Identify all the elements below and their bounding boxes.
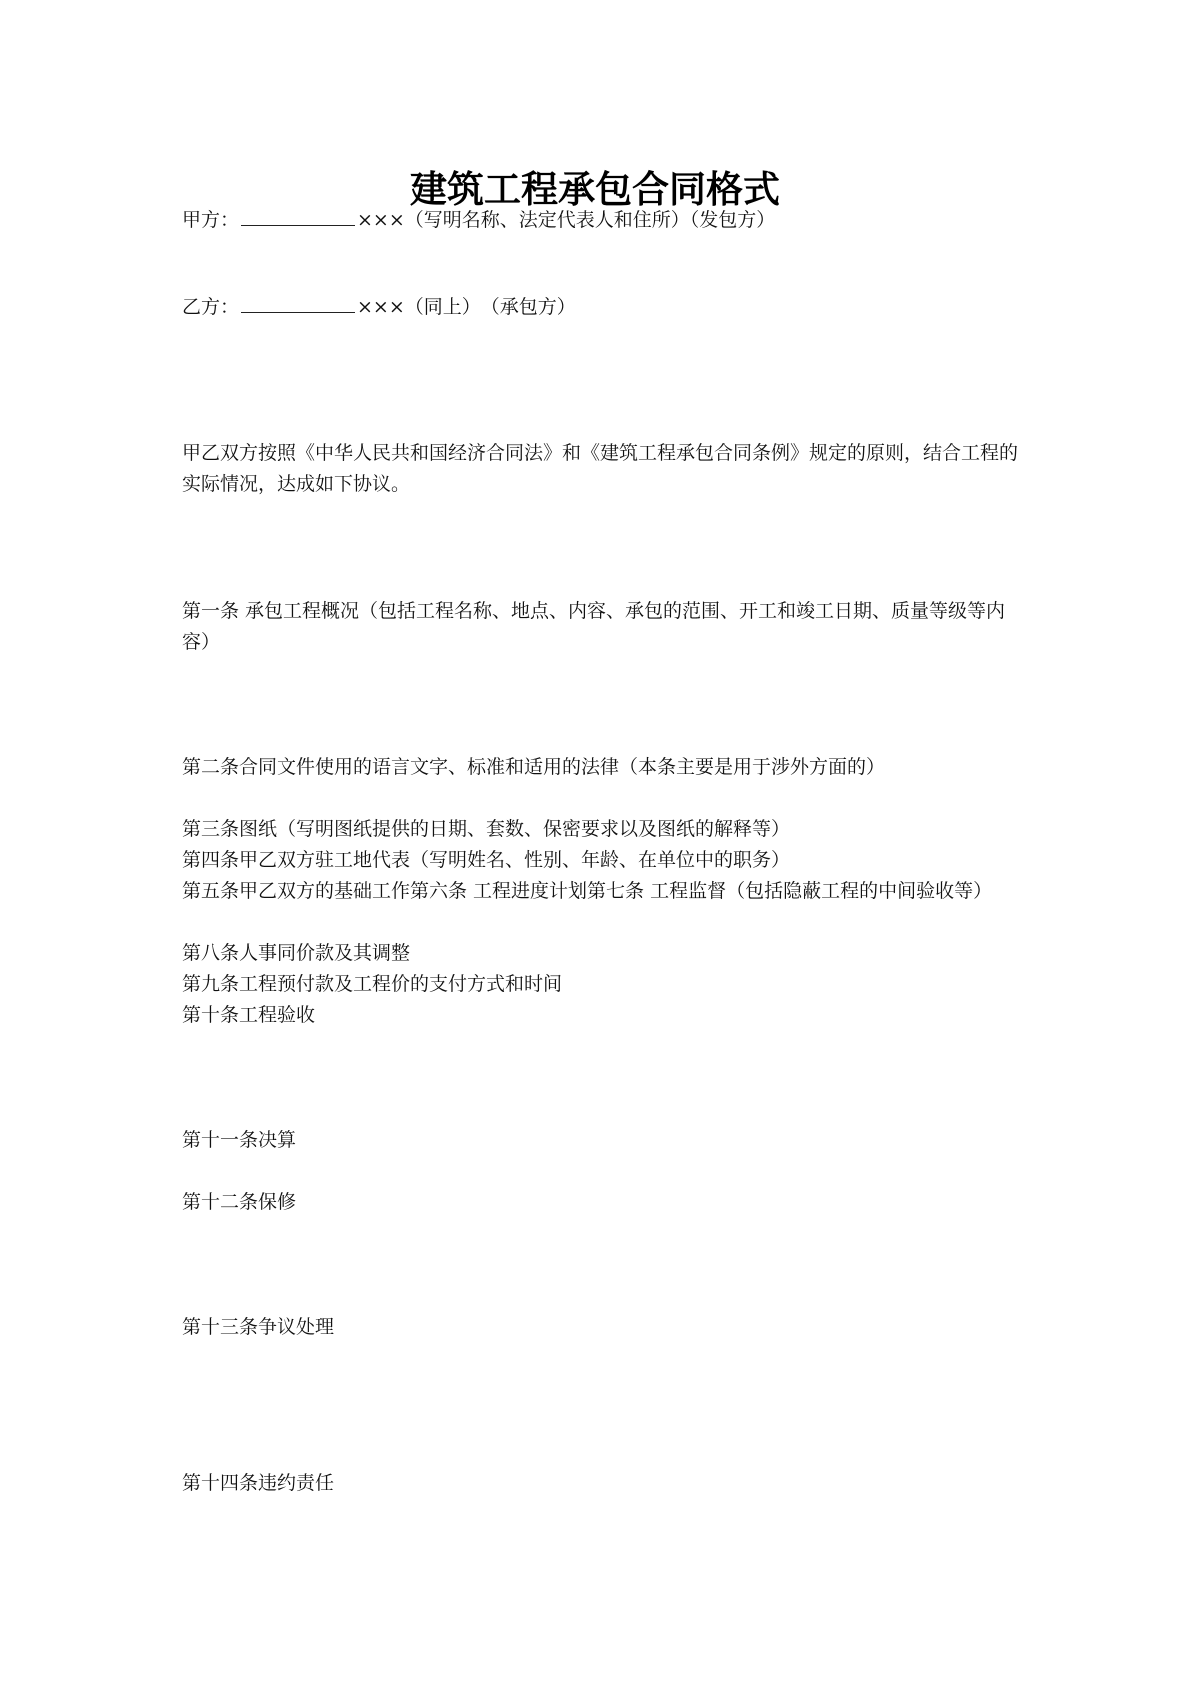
party-b-blank <box>241 294 355 313</box>
article-1: 第一条 承包工程概况（包括工程名称、地点、内容、承包的范围、开工和竣工日期、质量等级等内容） <box>182 600 1006 653</box>
article-11: 第十一条决算 <box>182 1129 297 1151</box>
article-13: 第十三条争议处理 <box>182 1316 335 1338</box>
document-title: 建筑工程承包合同格式 <box>410 167 780 211</box>
article-2: 第二条合同文件使用的语言文字、标准和适用的法律（本条主要是用于涉外方面的） <box>182 756 886 778</box>
article-10: 第十条工程验收 <box>182 1004 316 1026</box>
party-a-line <box>182 205 775 235</box>
article-14: 第十四条违约责任 <box>182 1472 335 1494</box>
article-3: 第三条图纸（写明图纸提供的日期、套数、保密要求以及图纸的解释等） <box>182 818 791 840</box>
party-a-text: ×××（写明名称、法定代表人和住所）（发包方） <box>357 209 776 231</box>
party-b-line <box>182 292 576 322</box>
party-b-label: 乙方： <box>182 296 240 318</box>
article-9: 第九条工程预付款及工程价的支付方式和时间 <box>182 973 563 995</box>
article-5-7: 第五条甲乙双方的基础工作第六条 工程进度计划第七条 工程监督（包括隐蔽工程的中间验收等） <box>182 880 993 902</box>
party-a-label: 甲方： <box>182 209 240 231</box>
article-12: 第十二条保修 <box>182 1191 297 1213</box>
party-b-text: ×××（同上） （承包方） <box>357 296 576 318</box>
article-8: 第八条人事同价款及其调整 <box>182 942 411 964</box>
preamble-paragraph: 甲乙双方按照《中华人民共和国经济合同法》和《建筑工程承包合同条例》规定的原则，结合工程的实际情况，达成如下协议。 <box>182 442 1019 495</box>
party-a-blank <box>241 207 355 226</box>
article-4: 第四条甲乙双方驻工地代表（写明姓名、性别、年龄、在单位中的职务） <box>182 849 791 871</box>
